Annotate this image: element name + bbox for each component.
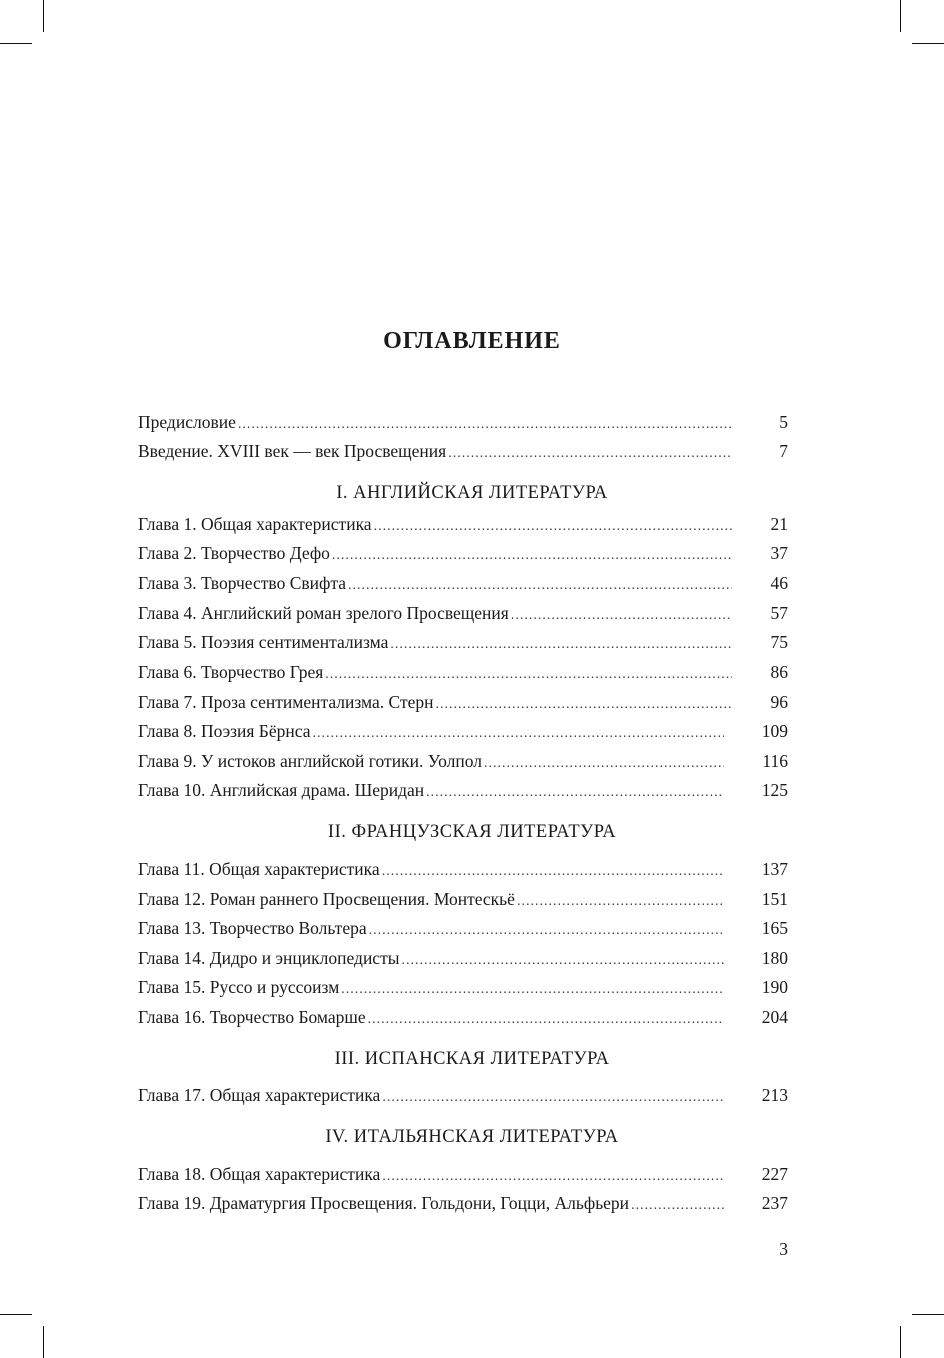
toc-entry-page: 21 [770,514,788,534]
leader-dots [517,891,724,913]
section-heading-french: II. ФРАНЦУЗСКАЯ ЛИТЕРАТУРА [327,822,617,842]
toc-entry-label: Глава 3. Творчество Свифта [138,573,346,593]
toc-entry[interactable] [138,411,788,433]
leader-dots [436,694,733,716]
toc-entry-label: Глава 4. Английский роман зрелого Просвещения [138,603,509,623]
toc-entry[interactable] [138,513,788,535]
toc-entry-label: Глава 11. Общая характеристика [138,859,380,879]
crop-mark-top-right-vertical [900,0,901,32]
toc-entry-label: Глава 13. Творчество Вольтера [138,918,367,938]
toc-entry[interactable] [138,779,788,801]
crop-mark-bottom-left-vertical [43,1326,44,1358]
section-heading-spanish: III. ИСПАНСКАЯ ЛИТЕРАТУРА [334,1049,610,1069]
leader-dots [448,443,732,465]
leader-dots [382,1166,723,1188]
toc-entry-label: Глава 7. Проза сентиментализма. Стерн [138,692,434,712]
toc-entry[interactable] [138,542,788,564]
toc-entry[interactable] [138,1163,788,1185]
crop-mark-bottom-left-horizontal [0,1314,32,1315]
toc-entry-page: 165 [761,918,788,938]
leader-dots [631,1195,724,1217]
leader-dots [426,782,724,804]
toc-entry-page: 37 [770,543,788,563]
toc-entry[interactable] [138,1192,788,1214]
toc-entry-label: Глава 18. Общая характеристика [138,1164,381,1184]
leader-dots [484,753,724,775]
toc-entry[interactable] [138,631,788,653]
leader-dots [348,575,732,597]
toc-entry-page: 109 [761,721,788,741]
toc-entry-page: 57 [770,603,788,623]
toc-entry-label: Глава 15. Руссо и руссоизм [138,977,340,997]
toc-entry-page: 96 [770,692,788,712]
toc-entry-label: Глава 17. Общая характеристика [138,1085,381,1105]
toc-entry-page: 116 [762,751,788,771]
leader-dots [341,979,723,1001]
toc-entry-page: 180 [761,948,788,968]
toc-entry-label: Глава 10. Английская драма. Шеридан [138,780,425,800]
leader-dots [374,516,732,538]
leader-dots [511,605,732,627]
toc-entry[interactable] [138,720,788,742]
toc-entry-page: 137 [761,859,788,879]
page-title: ОГЛАВЛЕНИЕ [383,328,561,354]
toc-entry-label: Глава 9. У истоков английской готики. Уолпол [138,751,482,771]
toc-entry[interactable] [138,976,788,998]
toc-entry-page: 75 [770,632,788,652]
toc-entry[interactable] [138,691,788,713]
leader-dots [369,920,724,942]
leader-dots [325,664,732,686]
toc-entry[interactable] [138,1084,788,1106]
crop-mark-top-left-horizontal [0,43,32,44]
toc-entry-label: Глава 6. Творчество Грея [138,662,324,682]
toc-entry-page: 151 [761,889,788,909]
toc-entry-label: Глава 1. Общая характеристика [138,514,372,534]
toc-entry-label: Глава 14. Дидро и энциклопедисты [138,948,400,968]
toc-entry-label: Предисловие [138,412,236,432]
toc-entry-page: 190 [761,977,788,997]
toc-entry[interactable] [138,661,788,683]
toc-entry[interactable] [138,572,788,594]
leader-dots [332,545,732,567]
toc-entry[interactable] [138,750,788,772]
toc-entry-label: Глава 16. Творчество Бомарше [138,1007,366,1027]
leader-dots [312,723,723,745]
toc-entry[interactable] [138,947,788,969]
toc-entry[interactable] [138,858,788,880]
crop-mark-top-left-vertical [43,0,44,32]
toc-entry-page: 125 [761,780,788,800]
toc-entry-page: 237 [761,1193,788,1213]
table-of-contents [138,0,788,1358]
crop-mark-bottom-right-vertical [900,1326,901,1358]
leader-dots [382,861,724,883]
leader-dots [382,1087,723,1109]
toc-entry-label: Введение. XVIII век — век Просвещения [138,441,447,461]
leader-dots [401,950,723,972]
toc-entry-page: 213 [761,1085,788,1105]
toc-entry-label: Глава 8. Поэзия Бёрнса [138,721,311,741]
section-heading-english: I. АНГЛИЙСКАЯ ЛИТЕРАТУРА [336,483,608,503]
section-heading-italian: IV. ИТАЛЬЯНСКАЯ ЛИТЕРАТУРА [325,1127,619,1147]
toc-entry-label: Глава 19. Драматургия Просвещения. Гольдони, Гоцци, Альфьери [138,1193,630,1213]
toc-entry-label: Глава 12. Роман раннего Просвещения. Монтескьё [138,889,515,909]
toc-entry[interactable] [138,602,788,624]
toc-entry-label: Глава 5. Поэзия сентиментализма [138,632,389,652]
crop-mark-top-right-horizontal [912,43,944,44]
toc-entry-page: 7 [779,441,788,461]
crop-mark-bottom-right-horizontal [912,1314,944,1315]
toc-entry-page: 227 [761,1164,788,1184]
leader-dots [390,634,732,656]
toc-entry-page: 204 [761,1007,788,1027]
leader-dots [368,1009,724,1031]
page-number: 3 [779,1239,788,1259]
leader-dots [238,414,732,436]
toc-entry[interactable] [138,440,788,462]
toc-entry-page: 5 [779,412,788,432]
toc-entry[interactable] [138,888,788,910]
toc-entry[interactable] [138,917,788,939]
toc-entry-page: 86 [770,662,788,682]
toc-entry-label: Глава 2. Творчество Дефо [138,543,330,563]
toc-entry-page: 46 [770,573,788,593]
toc-entry[interactable] [138,1006,788,1028]
